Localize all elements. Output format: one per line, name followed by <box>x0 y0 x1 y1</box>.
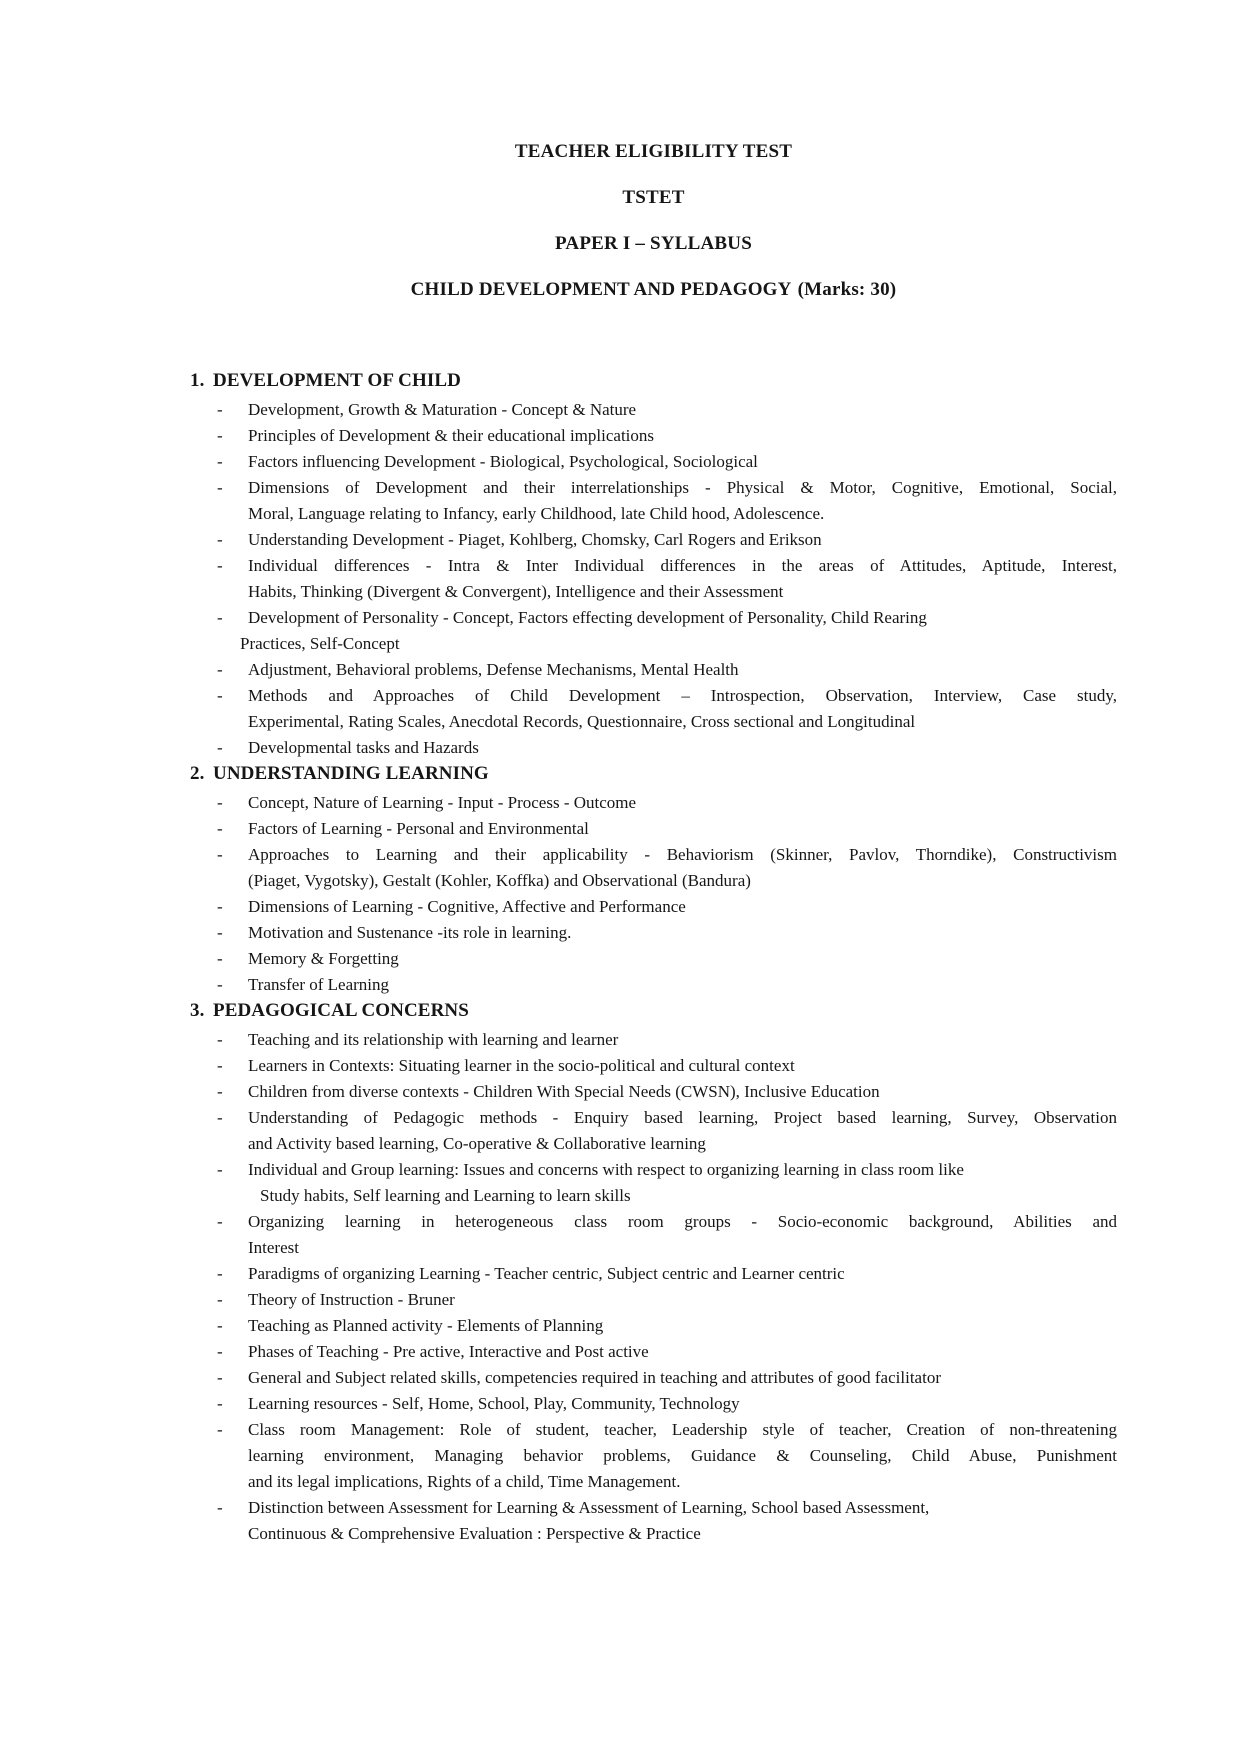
list-item <box>190 946 1117 972</box>
item-text-line: Dimensions of Development and their interrelationships - Physical & Motor, Cognitive, Emotional, Social, <box>248 478 1117 497</box>
bullet-dash-icon: - <box>217 1264 223 1283</box>
list-item <box>190 1365 1117 1391</box>
list-item <box>190 1339 1117 1365</box>
item-text-line: General and Subject related skills, competencies required in teaching and attributes of good facilitator <box>248 1368 941 1387</box>
list-item <box>190 605 1117 657</box>
list-item <box>190 1027 1117 1053</box>
section-heading <box>190 368 1117 394</box>
bullet-dash-icon: - <box>217 478 223 497</box>
item-text-line: Distinction between Assessment for Learning & Assessment of Learning, School based Assessment, <box>248 1498 930 1517</box>
document-content <box>190 140 1117 1547</box>
item-text-line: Paradigms of organizing Learning - Teacher centric, Subject centric and Learner centric <box>248 1264 845 1283</box>
item-text-line: Individual differences - Intra & Inter Individual differences in the areas of Attitudes, Aptitude, Interest, <box>248 556 1117 575</box>
item-text-line: Habits, Thinking (Divergent & Convergent), Intelligence and their Assessment <box>248 582 784 601</box>
item-text-line: Study habits, Self learning and Learning to learn skills <box>260 1186 631 1205</box>
item-text-line: (Piaget, Vygotsky), Gestalt (Kohler, Koffka) and Observational (Bandura) <box>248 871 751 890</box>
bullet-dash-icon: - <box>217 1368 223 1387</box>
section-number: 1. <box>190 370 205 391</box>
item-text-line: Practices, Self-Concept <box>240 634 400 653</box>
item-text-line: learning environment, Managing behavior problems, Guidance & Counseling, Child Abuse, Punishment <box>248 1446 1117 1465</box>
bullet-dash-icon: - <box>217 949 223 968</box>
list-item <box>190 1079 1117 1105</box>
item-text-line: Memory & Forgetting <box>248 949 399 968</box>
bullet-dash-icon: - <box>217 426 223 445</box>
section-heading <box>190 998 1117 1024</box>
list-item <box>190 972 1117 998</box>
bullet-dash-icon: - <box>217 452 223 471</box>
item-text-line: Approaches to Learning and their applicability - Behaviorism (Skinner, Pavlov, Thorndike), Constructivism <box>248 845 1117 864</box>
list-item <box>190 475 1117 527</box>
list-item <box>190 920 1117 946</box>
item-text-line: Phases of Teaching - Pre active, Interactive and Post active <box>248 1342 649 1361</box>
section-heading <box>190 761 1117 787</box>
bullet-dash-icon: - <box>217 556 223 575</box>
list-item <box>190 735 1117 761</box>
list-item <box>190 1209 1117 1261</box>
list-item <box>190 1261 1117 1287</box>
item-text-line: Motivation and Sustenance -its role in learning. <box>248 923 572 942</box>
item-text-line: Development, Growth & Maturation - Concept & Nature <box>248 400 637 419</box>
item-text-line: Principles of Development & their educational implications <box>248 426 655 445</box>
item-text-line: Continuous & Comprehensive Evaluation : Perspective & Practice <box>248 1524 701 1543</box>
list-item <box>190 816 1117 842</box>
item-text-line: and Activity based learning, Co-operative & Collaborative learning <box>248 1134 706 1153</box>
section-item-list <box>190 1027 1117 1547</box>
item-text-line: Teaching as Planned activity - Elements of Planning <box>248 1316 604 1335</box>
bullet-dash-icon: - <box>217 819 223 838</box>
bullet-dash-icon: - <box>217 738 223 757</box>
item-text-line: Factors influencing Development - Biological, Psychological, Sociological <box>248 452 758 471</box>
item-text-line: Factors of Learning - Personal and Environmental <box>248 819 589 838</box>
list-item <box>190 683 1117 735</box>
syllabus-section <box>190 998 1117 1547</box>
item-text-line: Theory of Instruction - Bruner <box>248 1290 455 1309</box>
list-item <box>190 657 1117 683</box>
section-title: UNDERSTANDING LEARNING <box>213 763 489 784</box>
section-item-list <box>190 397 1117 761</box>
syllabus-section <box>190 761 1117 998</box>
bullet-dash-icon: - <box>217 686 223 705</box>
subject-heading <box>190 278 1117 301</box>
list-item <box>190 1313 1117 1339</box>
item-text-line: Methods and Approaches of Child Development – Introspection, Observation, Interview, Case study, <box>248 686 1117 705</box>
list-item <box>190 527 1117 553</box>
list-item <box>190 842 1117 894</box>
document-headers <box>190 140 1117 301</box>
list-item <box>190 1287 1117 1313</box>
list-item <box>190 1157 1117 1209</box>
list-item <box>190 423 1117 449</box>
list-item <box>190 1417 1117 1495</box>
item-text-line: Children from diverse contexts - Children With Special Needs (CWSN), Inclusive Education <box>248 1082 880 1101</box>
item-text-line: Developmental tasks and Hazards <box>248 738 479 757</box>
bullet-dash-icon: - <box>217 1394 223 1413</box>
list-item <box>190 1105 1117 1157</box>
bullet-dash-icon: - <box>217 923 223 942</box>
item-text-line: Class room Management: Role of student, teacher, Leadership style of teacher, Creation of non-threatening <box>248 1420 1117 1439</box>
bullet-dash-icon: - <box>217 660 223 679</box>
bullet-dash-icon: - <box>217 1498 223 1517</box>
bullet-dash-icon: - <box>217 608 223 627</box>
list-item <box>190 894 1117 920</box>
item-text-line: Adjustment, Behavioral problems, Defense Mechanisms, Mental Health <box>248 660 739 679</box>
syllabus-sections <box>190 368 1117 1547</box>
list-item <box>190 790 1117 816</box>
subject-marks: (Marks: 30) <box>797 279 897 300</box>
item-text-line: Teaching and its relationship with learning and learner <box>248 1030 619 1049</box>
list-item <box>190 449 1117 475</box>
section-title: DEVELOPMENT OF CHILD <box>213 370 461 391</box>
bullet-dash-icon: - <box>217 530 223 549</box>
document-title: TEACHER ELIGIBILITY TEST <box>514 141 793 162</box>
section-item-list <box>190 790 1117 998</box>
item-text-line: Understanding Development - Piaget, Kohlberg, Chomsky, Carl Rogers and Erikson <box>248 530 822 549</box>
bullet-dash-icon: - <box>217 1160 223 1179</box>
section-title: PEDAGOGICAL CONCERNS <box>213 1000 469 1021</box>
section-number: 2. <box>190 763 205 784</box>
list-item <box>190 397 1117 423</box>
item-text-line: Organizing learning in heterogeneous class room groups - Socio-economic background, Abilities and <box>248 1212 1117 1231</box>
bullet-dash-icon: - <box>217 1316 223 1335</box>
item-text-line: Individual and Group learning: Issues and concerns with respect to organizing learning in class room like <box>248 1160 964 1179</box>
item-text-line: Interest <box>248 1238 299 1257</box>
bullet-dash-icon: - <box>217 1420 223 1439</box>
item-text-line: Concept, Nature of Learning - Input - Process - Outcome <box>248 793 637 812</box>
section-number: 3. <box>190 1000 205 1021</box>
paper-title: PAPER I – SYLLABUS <box>555 233 752 254</box>
bullet-dash-icon: - <box>217 1030 223 1049</box>
exam-acronym: TSTET <box>622 187 685 208</box>
list-item <box>190 1391 1117 1417</box>
item-text-line: Transfer of Learning <box>248 975 389 994</box>
bullet-dash-icon: - <box>217 1290 223 1309</box>
item-text-line: Development of Personality - Concept, Factors effecting development of Personality, Child Rearing <box>248 608 927 627</box>
bullet-dash-icon: - <box>217 1342 223 1361</box>
list-item <box>190 553 1117 605</box>
item-text-line: and its legal implications, Rights of a child, Time Management. <box>248 1472 681 1491</box>
bullet-dash-icon: - <box>217 845 223 864</box>
bullet-dash-icon: - <box>217 400 223 419</box>
item-text-line: Dimensions of Learning - Cognitive, Affective and Performance <box>248 897 686 916</box>
syllabus-section <box>190 368 1117 761</box>
item-text-line: Understanding of Pedagogic methods - Enquiry based learning, Project based learning, Survey, Observation <box>248 1108 1117 1127</box>
item-text-line: Experimental, Rating Scales, Anecdotal Records, Questionnaire, Cross sectional and Longitudinal <box>248 712 916 731</box>
bullet-dash-icon: - <box>217 975 223 994</box>
bullet-dash-icon: - <box>217 897 223 916</box>
bullet-dash-icon: - <box>217 1212 223 1231</box>
item-text-line: Moral, Language relating to Infancy, early Childhood, late Child hood, Adolescence. <box>248 504 825 523</box>
item-text-line: Learners in Contexts: Situating learner in the socio-political and cultural context <box>248 1056 795 1075</box>
bullet-dash-icon: - <box>217 1082 223 1101</box>
list-item <box>190 1053 1117 1079</box>
bullet-dash-icon: - <box>217 1056 223 1075</box>
bullet-dash-icon: - <box>217 793 223 812</box>
subject-title: CHILD DEVELOPMENT AND PEDAGOGY <box>410 279 792 300</box>
item-text-line: Learning resources - Self, Home, School, Play, Community, Technology <box>248 1394 740 1413</box>
bullet-dash-icon: - <box>217 1108 223 1127</box>
list-item <box>190 1495 1117 1547</box>
